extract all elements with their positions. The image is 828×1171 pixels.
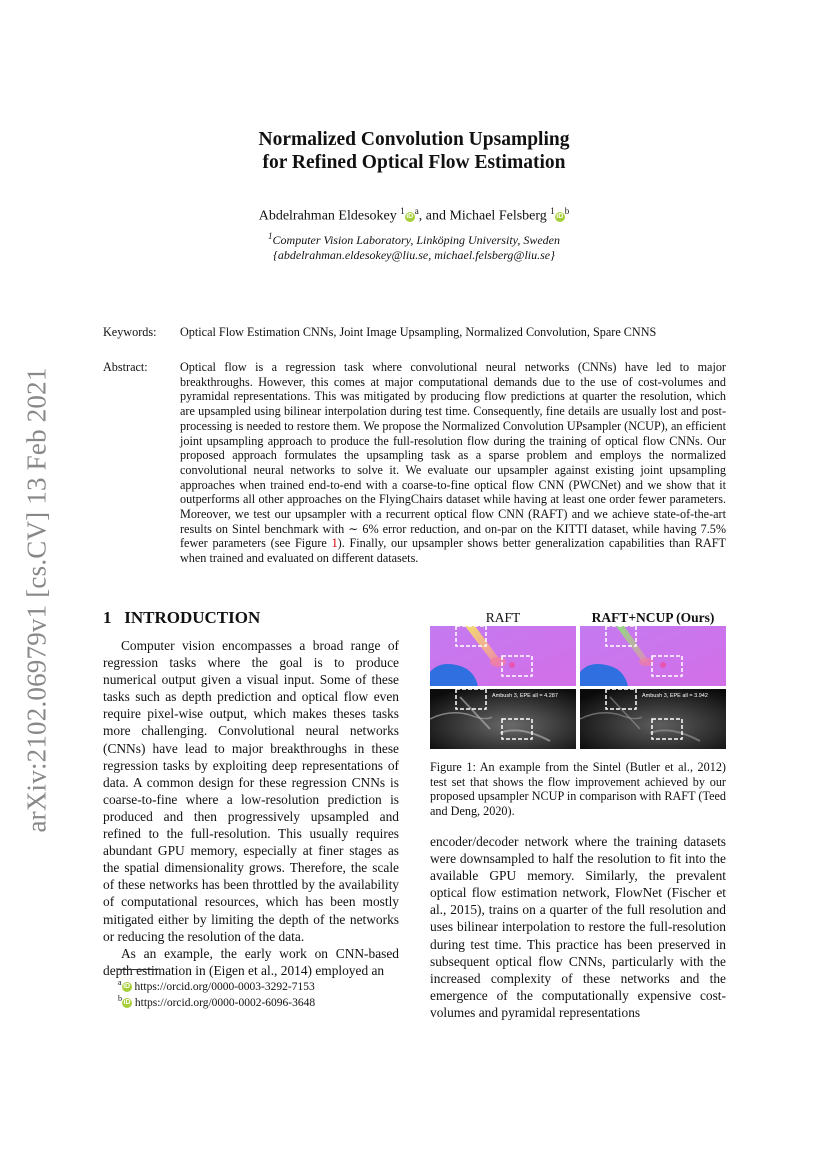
figure-left-epe: Ambush 3, EPE all = 4.287 — [492, 693, 558, 699]
abstract — [180, 360, 726, 566]
figure-ncup-flow-image — [580, 626, 726, 686]
author-1-affil-sup: 1 — [400, 206, 405, 216]
figure-ncup-error-image — [580, 689, 726, 749]
paper-title — [0, 128, 828, 174]
figure-raft-error-image — [430, 689, 576, 749]
figure-right-heading: RAFT+NCUP (Ours) — [591, 610, 715, 625]
footnote-b-mark: b — [118, 994, 122, 1003]
footnote-a-mark: a — [118, 978, 122, 987]
author-2-note-sup: b — [564, 206, 570, 216]
affiliation-block — [0, 229, 828, 263]
figure-caption: Figure 1: An example from the Sintel (Butler et al., 2012) test set that shows the flow improvement achieved by our proposed upsampler NCUP in comparison with RAFT (Teed and Deng, 2020). — [430, 760, 726, 818]
arxiv-stamp-text: arXiv:2102.06979v1 [cs.CV] 13 Feb 2021 — [21, 367, 52, 833]
author-2: , and Michael Felsberg — [418, 208, 547, 224]
footnote-rule — [118, 969, 158, 970]
orcid-icon: iD — [123, 982, 131, 990]
arxiv-stamp — [22, 360, 52, 840]
figure-left-heading: RAFT — [485, 610, 521, 625]
title-line-2: for Refined Optical Flow Estimation — [262, 152, 566, 173]
author-emails: {abdelrahman.eldesokey@liu.se, michael.felsberg@liu.se} — [273, 248, 555, 262]
abstract-text-1: Optical flow is a regression task where convolutional neural networks (CNNs) have led to major breakthroughs. However, this comes at major computational demands due to the use of cost-volumes and pyramidal representations. This was mitigated by producing flow predictions at quarter the resolution, which are upsampled using bilinear interpolation during test time. Consequently, fine details are usually lost and post-processing is needed to restore them. We propose the Normalized Convolution UPsampler (NCUP), an efficient joint upsampling approach to produce the full-resolution flow during the training of optical flow CNNs. Our proposed approach formulates the upsampling task as a sparse problem and employs the normalized convolutional neural networks to solve it. We evaluate our upsampler against existing joint upsampling approaches when trained end-to-end with a coarse-to-fine optical flow CNN (PWCNet) and we show that it outperforms all other approaches on the FlyingChairs dataset while having at least one order fewer parameters. Moreover, we test our upsampler with a recurrent optical flow CNN (RAFT) and we achieve state-of-the-art results on Sintel benchmark with ∼ 6% error reduction, and on-par on the KITTI dataset, while having 7.5% fewer parameters (see Figure — [180, 360, 726, 551]
intro-paragraph-2: As an example, the early work on CNN-based depth estimation in (Eigen et al., 2014) employed an — [103, 945, 399, 978]
orcid-icon: iD — [123, 998, 131, 1006]
author-1-note-sup: a — [414, 206, 419, 216]
title-line-1: Normalized Convolution Upsampling — [258, 129, 570, 150]
section-number: 1 — [103, 608, 112, 627]
orcid-icon[interactable]: iD — [406, 212, 414, 220]
section-heading — [103, 608, 260, 628]
figure-raft-flow-image — [430, 626, 576, 686]
section-title: INTRODUCTION — [124, 608, 261, 627]
author-2-affil-sup: 1 — [550, 206, 555, 216]
abstract-text-2: ). Finally, our upsampler shows better generalization capabilities than RAFT when trained and evaluated on different datasets. — [180, 536, 726, 566]
footnote-b-url[interactable]: https://orcid.org/0000-0002-6096-3648 — [134, 996, 316, 1009]
keywords: Optical Flow Estimation CNNs, Joint Image Upsampling, Normalized Convolution, Spare CNNS — [180, 325, 657, 339]
abstract-label: Abstract: — [103, 360, 148, 374]
intro-paragraph-1: Computer vision encompasses a broad range of regression tasks where the goal is to produce numerical output given a visual input. Some of these tasks such as depth prediction and optical flow even require pixel-wise output, which makes theses tasks more challenging. Convolutional neural networks (CNNs) have lead to major breakthroughs in these regression tasks by exploiting deep representations of data. A common design for these regression CNNs is coarse-to-fine where a low-resolution prediction is produced and then progressively upsampled and refined to the full-resolution. This usually requires abundant GPU memory, especially at finer stages as the spatial dimensionality grows. Therefore, the scale of these networks has been throttled by the availability of computational resources, which has been mostly mitigated either by limiting the depth of the networks or reducing the resolution of the data. — [103, 638, 399, 944]
affiliation-sup: 1 — [268, 231, 273, 241]
affiliation: Computer Vision Laboratory, Linköping University, Sweden — [272, 233, 560, 247]
footnote-b — [118, 991, 315, 1011]
figure-right-epe: Ambush 3, EPE all = 3.942 — [642, 693, 708, 699]
intro-left-column — [103, 637, 399, 979]
keywords-label: Keywords: — [103, 325, 157, 339]
figure-reference-link[interactable]: 1 — [331, 536, 338, 551]
author-1: Abdelrahman Eldesokey — [258, 208, 397, 224]
orcid-icon[interactable]: iD — [556, 212, 564, 220]
footnote-a-url[interactable]: https://orcid.org/0000-0003-3292-7153 — [134, 980, 315, 993]
authors — [0, 206, 828, 225]
intro-paragraph-right: encoder/decoder network where the training datasets were downsampled to half the resolution to fit into the available GPU memory. Similarly, the prevalent optical flow estimation network, FlowNet (Fischer et al., 2015), trains on a quarter of the full resolution and uses bilinear interpolation to restore the full-resolution during test time. This practice has been preserved in subsequent optical flow CNNs, particularly with the increased complexity of these networks and the emergence of the computationally expensive cost-volumes and pyramidal representations — [430, 834, 726, 1020]
intro-right-column — [430, 833, 726, 1021]
